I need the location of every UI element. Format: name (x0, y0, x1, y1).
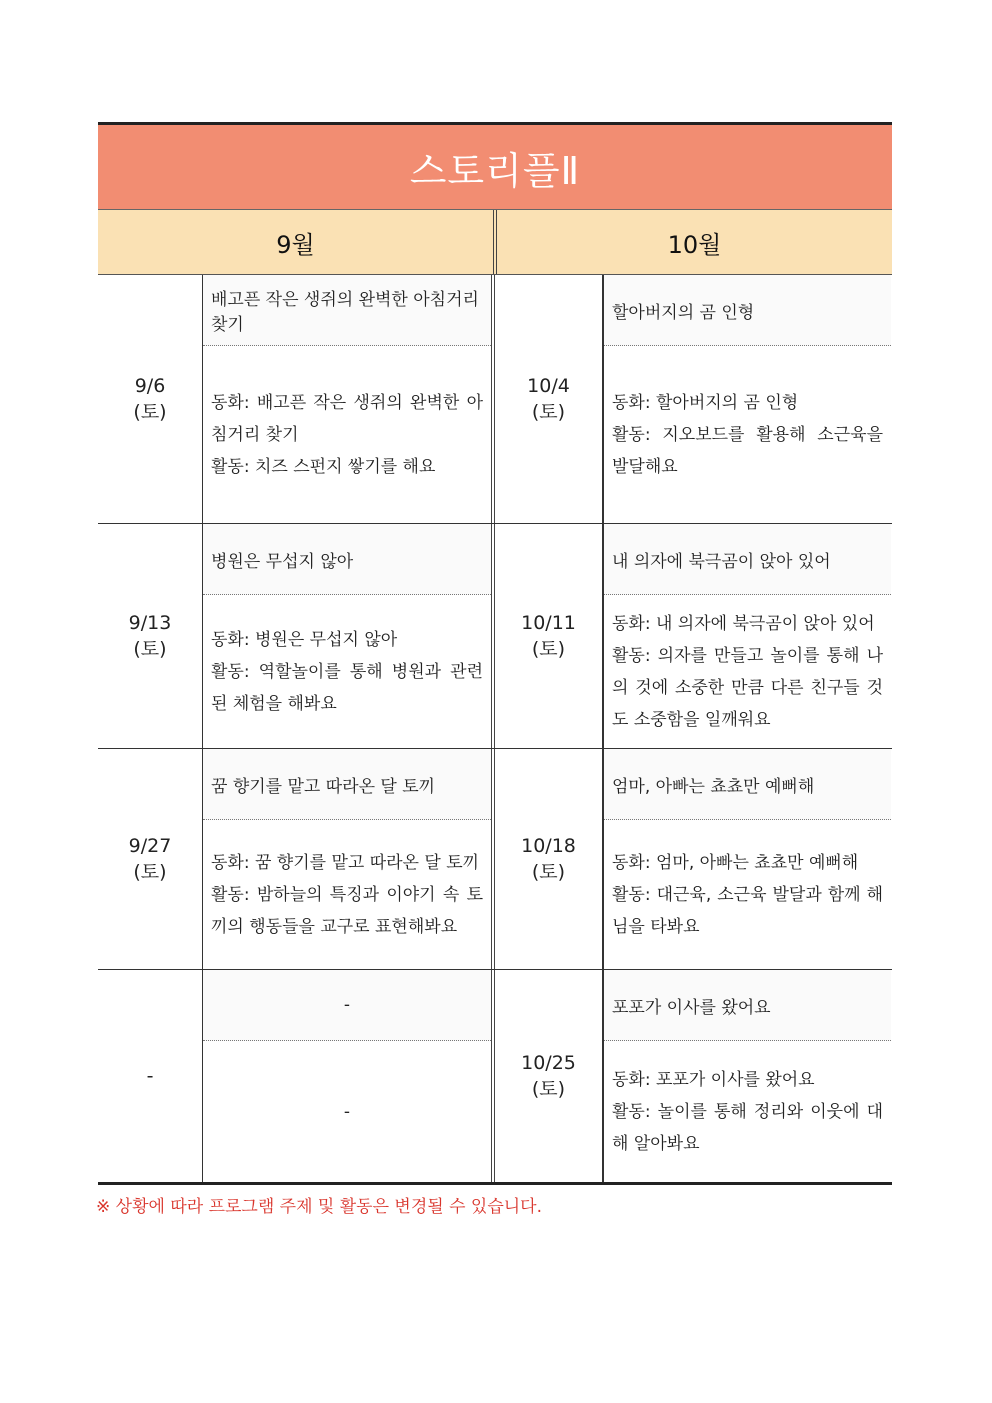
story-line: 동화: 내 의자에 북극곰이 앉아 있어 (612, 613, 875, 634)
date-cell: 10/11 (토) (495, 524, 603, 748)
date-cell: - (98, 970, 203, 1182)
program-title: 엄마, 아빠는 쵸쵸만 예뻐해 (604, 749, 891, 820)
program-cell (603, 749, 891, 969)
footnote: ※ 상황에 따라 프로그램 주제 및 활동은 변경될 수 있습니다. (96, 1197, 542, 1217)
program-cell (203, 970, 495, 1182)
story-line: 동화: 병원은 무섭지 않아 (211, 629, 398, 650)
program-desc (604, 346, 891, 523)
program-title: 병원은 무섭지 않아 (203, 524, 491, 595)
activity-line: 활동: 대근육, 소근육 발달과 함께 해님을 타봐요 (612, 884, 883, 937)
program-title: 배고픈 작은 생쥐의 완벽한 아침거리 찾기 (203, 275, 491, 346)
month-header-row (98, 210, 892, 275)
program-cell (203, 275, 495, 523)
month-october: 10월 (667, 230, 722, 259)
program-desc (604, 1041, 891, 1182)
program-cell (203, 749, 495, 969)
program-desc (604, 820, 891, 969)
date-cell: 10/18 (토) (495, 749, 603, 969)
date-cell: 10/4 (토) (495, 275, 603, 523)
schedule-table (98, 122, 892, 1185)
program-desc (203, 595, 491, 748)
activity-line: 활동: 의자를 만들고 놀이를 통해 나의 것에 소중한 만큼 다른 친구들 것도 소중함을 일깨워요 (612, 645, 883, 730)
program-cell (203, 524, 495, 748)
date-cell: 10/25 (토) (495, 970, 603, 1182)
table-title: 스토리플Ⅱ (98, 122, 892, 210)
program-cell (603, 970, 891, 1182)
table-row (98, 970, 892, 1185)
program-title: 내 의자에 북극곰이 앉아 있어 (604, 524, 891, 595)
activity-line: 활동: 지오보드를 활용해 소근육을 발달해요 (612, 424, 883, 477)
program-desc (203, 1041, 491, 1182)
date-cell: 9/6 (토) (98, 275, 203, 523)
program-desc (604, 595, 891, 748)
activity-line: 활동: 밤하늘의 특징과 이야기 속 토끼의 행동들을 교구로 표현해봐요 (211, 884, 483, 937)
program-title: 포포가 이사를 왔어요 (604, 970, 891, 1041)
table-row (98, 524, 892, 749)
program-title: - (203, 970, 491, 1041)
date-cell: 9/13 (토) (98, 524, 203, 748)
program-title: 할아버지의 곰 인형 (604, 275, 891, 346)
program-desc (203, 346, 491, 523)
story-line: 동화: 엄마, 아빠는 쵸쵸만 예뻐해 (612, 852, 859, 873)
story-line: 동화: 배고픈 작은 생쥐의 완벽한 아침거리 찾기 (211, 392, 483, 445)
program-title: 꿈 향기를 맡고 따라온 달 토끼 (203, 749, 491, 820)
activity-line: 활동: 놀이를 통해 정리와 이웃에 대해 알아봐요 (612, 1101, 883, 1154)
activity-line: 활동: 역할놀이를 통해 병원과 관련된 체험을 해봐요 (211, 661, 483, 714)
program-cell (603, 275, 891, 523)
story-line: 동화: 꿈 향기를 맡고 따라온 달 토끼 (211, 852, 480, 873)
table-row (98, 275, 892, 524)
program-desc (203, 820, 491, 969)
story-line: 동화: 포포가 이사를 왔어요 (612, 1069, 815, 1090)
month-september: 9월 (98, 210, 497, 274)
story-line: - (343, 1101, 351, 1122)
program-cell (603, 524, 891, 748)
story-line: 동화: 할아버지의 곰 인형 (612, 392, 799, 413)
date-cell: 9/27 (토) (98, 749, 203, 969)
table-row (98, 749, 892, 970)
activity-line: 활동: 치즈 스펀지 쌓기를 해요 (211, 456, 436, 477)
